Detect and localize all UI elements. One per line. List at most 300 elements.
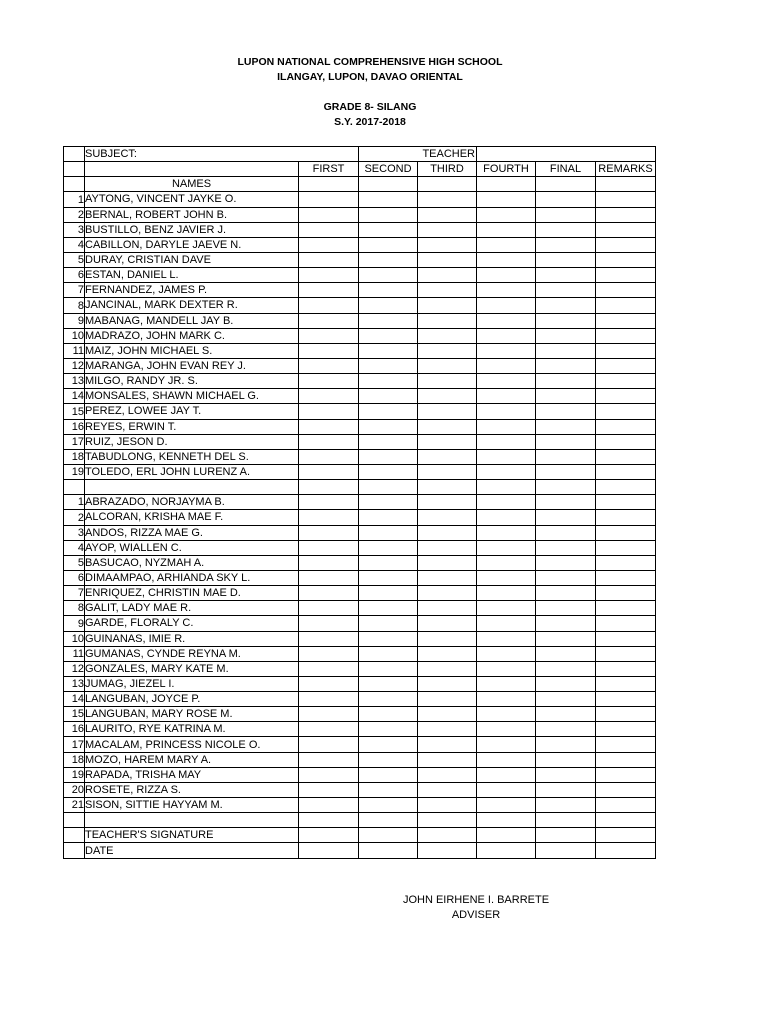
grade-cell-fourth[interactable] [477,480,536,495]
grade-cell-third[interactable] [418,737,477,752]
grade-cell-remarks[interactable] [596,555,656,570]
grade-cell-third[interactable] [418,692,477,707]
grade-cell-first[interactable] [299,222,359,237]
grade-cell-first[interactable] [299,586,359,601]
school-name: LUPON NATIONAL COMPREHENSIVE HIGH SCHOOL [237,56,503,68]
grade-cell-third[interactable] [418,570,477,585]
grade-cell-third[interactable] [418,449,477,464]
grade-cell-third[interactable] [418,404,477,419]
grade-cell-fourth[interactable] [477,570,536,585]
grade-cell-third[interactable] [418,646,477,661]
grade-cell-second[interactable] [359,631,418,646]
student-number: 17 [64,434,85,449]
grade-cell-remarks[interactable] [596,570,656,585]
grade-cell-second[interactable] [359,586,418,601]
grade-cell-second[interactable] [359,404,418,419]
grade-cell-first[interactable] [299,722,359,737]
grade-cell-third[interactable] [418,252,477,267]
grade-cell-fourth[interactable] [477,661,536,676]
student-row [64,495,656,510]
grade-cell-final[interactable] [536,586,596,601]
grade-cell-first[interactable] [299,676,359,691]
grade-cell-third[interactable] [418,767,477,782]
grade-cell-third[interactable] [418,661,477,676]
grade-cell-final[interactable] [536,464,596,479]
grade-cell-fourth[interactable] [477,237,536,252]
grade-cell-fourth[interactable] [477,601,536,616]
grade-cell-first[interactable] [299,464,359,479]
grade-cell-fourth[interactable] [477,449,536,464]
grade-cell-remarks[interactable] [596,813,656,828]
student-row [64,616,656,631]
grade-cell-remarks[interactable] [596,707,656,722]
grade-cell-first[interactable] [299,495,359,510]
grade-cell-third[interactable] [418,222,477,237]
grade-cell-third[interactable] [418,480,477,495]
grade-cell-third[interactable] [418,782,477,797]
grade-cell-final[interactable] [536,480,596,495]
grade-cell-first[interactable] [299,828,359,843]
grade-cell-final[interactable] [536,676,596,691]
grade-cell-first[interactable] [299,616,359,631]
grade-cell-first[interactable] [299,601,359,616]
grade-cell-remarks[interactable] [596,495,656,510]
col-first: FIRST [299,162,359,177]
grade-cell-final[interactable] [536,661,596,676]
grade-cell-fourth[interactable] [477,464,536,479]
grade-cell-fourth[interactable] [477,374,536,389]
grade-cell-first[interactable] [299,570,359,585]
student-name: JUMAG, JIEZEL I. [85,676,299,691]
grade-cell-first[interactable] [299,268,359,283]
grade-cell-fourth[interactable] [477,510,536,525]
grade-cell-first[interactable] [299,631,359,646]
student-number: 18 [64,449,85,464]
grade-cell-second[interactable] [359,252,418,267]
grade-cell-first[interactable] [299,298,359,313]
grade-cell-remarks[interactable] [596,510,656,525]
grade-cell-final[interactable] [536,268,596,283]
grade-cell-second[interactable] [359,828,418,843]
grade-cell-final[interactable] [536,252,596,267]
student-number: 5 [64,252,85,267]
grade-cell-fourth[interactable] [477,192,536,207]
grade-cell-remarks[interactable] [596,661,656,676]
grade-cell-first[interactable] [299,328,359,343]
grade-cell-first[interactable] [299,767,359,782]
grade-cell-first[interactable] [299,419,359,434]
grade-cell-final[interactable] [536,813,596,828]
grade-cell-fourth[interactable] [477,737,536,752]
grade-cell-third[interactable] [418,298,477,313]
grade-cell-second[interactable] [359,343,418,358]
grade-cell-fourth[interactable] [477,646,536,661]
grade-cell-second[interactable] [359,298,418,313]
grade-cell-final[interactable] [536,570,596,585]
grade-cell-remarks[interactable] [596,404,656,419]
names-label: NAMES [85,177,299,192]
grade-cell-second[interactable] [359,510,418,525]
grade-cell-remarks[interactable] [596,540,656,555]
grade-cell-fourth[interactable] [477,586,536,601]
grade-cell-remarks[interactable] [596,464,656,479]
grade-cell-remarks[interactable] [596,737,656,752]
grade-cell-second[interactable] [359,525,418,540]
grade-cell-remarks[interactable] [596,268,656,283]
grade-cell-first[interactable] [299,374,359,389]
student-row [64,540,656,555]
student-row [64,510,656,525]
grade-cell-final[interactable] [536,692,596,707]
grade-cell-remarks[interactable] [596,525,656,540]
grade-cell-fourth[interactable] [477,798,536,813]
student-row [64,404,656,419]
grade-cell-first[interactable] [299,192,359,207]
grade-cell-remarks[interactable] [596,843,656,858]
grade-cell-remarks[interactable] [596,343,656,358]
grade-cell-fourth[interactable] [477,676,536,691]
grade-cell-final[interactable] [536,510,596,525]
grade-cell-second[interactable] [359,389,418,404]
grade-cell-second[interactable] [359,798,418,813]
grade-cell-remarks[interactable] [596,222,656,237]
grade-cell-final[interactable] [536,616,596,631]
grade-cell-second[interactable] [359,676,418,691]
grade-cell-second[interactable] [359,646,418,661]
grade-cell-first[interactable] [299,646,359,661]
grade-cell-remarks[interactable] [596,434,656,449]
student-number: 6 [64,268,85,283]
grade-cell-remarks[interactable] [596,646,656,661]
grade-cell-first[interactable] [299,707,359,722]
grade-cell-fourth[interactable] [477,434,536,449]
column-header-row [64,162,656,177]
grade-cell-fourth[interactable] [477,631,536,646]
grade-cell-final[interactable] [536,358,596,373]
grade-cell-second[interactable] [359,555,418,570]
grade-cell-final[interactable] [536,555,596,570]
grade-cell-remarks[interactable] [596,237,656,252]
grade-cell-fourth[interactable] [477,268,536,283]
grade-cell-third[interactable] [418,676,477,691]
grade-cell-fourth[interactable] [477,207,536,222]
student-number: 13 [64,676,85,691]
grade-cell-final[interactable] [536,192,596,207]
grade-cell-third[interactable] [418,540,477,555]
grade-cell-third[interactable] [418,495,477,510]
grade-cell-third[interactable] [418,631,477,646]
grade-cell-final[interactable] [536,237,596,252]
student-number: 7 [64,586,85,601]
grade-cell-third[interactable] [418,237,477,252]
grade-cell-final[interactable] [536,495,596,510]
grade-cell-final[interactable] [536,707,596,722]
grade-cell-second[interactable] [359,782,418,797]
grade-cell-first[interactable] [299,525,359,540]
grade-cell-second[interactable] [359,767,418,782]
grade-cell-third[interactable] [418,328,477,343]
grade-cell-second[interactable] [359,707,418,722]
grade-cell-first[interactable] [299,843,359,858]
grade-cell-final[interactable] [536,222,596,237]
student-row [64,207,656,222]
grade-cell-first[interactable] [299,313,359,328]
grade-cell-remarks[interactable] [596,358,656,373]
student-name: GARDE, FLORALY C. [85,616,299,631]
grade-cell-fourth[interactable] [477,843,536,858]
grade-cell-remarks[interactable] [596,782,656,797]
grade-cell-remarks[interactable] [596,252,656,267]
grade-cell-second[interactable] [359,192,418,207]
grade-cell-first[interactable] [299,480,359,495]
grade-cell-remarks[interactable] [596,631,656,646]
grade-cell-first[interactable] [299,358,359,373]
grade-cell-second[interactable] [359,540,418,555]
grade-cell-third[interactable] [418,207,477,222]
grade-cell-fourth[interactable] [477,404,536,419]
grade-cell-fourth[interactable] [477,828,536,843]
grade-cell-fourth[interactable] [477,692,536,707]
grade-cell-fourth[interactable] [477,313,536,328]
teacher-signature-label: TEACHER'S SIGNATURE [85,828,299,843]
grade-cell-first[interactable] [299,782,359,797]
grade-cell-fourth[interactable] [477,358,536,373]
grade-cell-first[interactable] [299,555,359,570]
grade-cell-second[interactable] [359,722,418,737]
grade-cell-fourth[interactable] [477,555,536,570]
grade-cell-fourth[interactable] [477,343,536,358]
grade-cell-first[interactable] [299,798,359,813]
grade-cell-third[interactable] [418,434,477,449]
grade-cell-final[interactable] [536,449,596,464]
grade-cell-remarks[interactable] [596,313,656,328]
grade-cell-second[interactable] [359,464,418,479]
grade-cell-third[interactable] [418,752,477,767]
grade-cell-third[interactable] [418,283,477,298]
grade-cell-remarks[interactable] [596,767,656,782]
subject-row [64,147,656,162]
grade-cell-second[interactable] [359,843,418,858]
grade-cell-final[interactable] [536,283,596,298]
grade-cell-second[interactable] [359,616,418,631]
grade-cell-final[interactable] [536,374,596,389]
grade-cell-final[interactable] [536,767,596,782]
grade-cell-third[interactable] [418,707,477,722]
grade-cell-second[interactable] [359,601,418,616]
student-row [64,601,656,616]
grade-cell-fourth[interactable] [477,525,536,540]
grade-cell-third[interactable] [418,358,477,373]
student-number: 15 [64,404,85,419]
grade-cell-final[interactable] [536,298,596,313]
grade-cell-first[interactable] [299,752,359,767]
grade-cell-first[interactable] [299,449,359,464]
grade-cell-final[interactable] [536,646,596,661]
grade-cell-remarks[interactable] [596,752,656,767]
grade-cell-remarks[interactable] [596,616,656,631]
grade-cell-remarks[interactable] [596,828,656,843]
grade-cell-first[interactable] [299,540,359,555]
grade-cell-fourth[interactable] [477,616,536,631]
grade-cell-remarks[interactable] [596,207,656,222]
grade-cell-third[interactable] [418,313,477,328]
grade-cell-third[interactable] [418,843,477,858]
grade-cell-first[interactable] [299,404,359,419]
grade-cell-first[interactable] [299,813,359,828]
grade-cell-remarks[interactable] [596,283,656,298]
grade-cell-remarks[interactable] [596,389,656,404]
grade-cell-remarks[interactable] [596,722,656,737]
grade-cell-second[interactable] [359,737,418,752]
grade-cell-fourth[interactable] [477,298,536,313]
grade-cell-remarks[interactable] [596,676,656,691]
grade-cell-fourth[interactable] [477,419,536,434]
grade-cell-second[interactable] [359,328,418,343]
student-number: 16 [64,722,85,737]
grade-cell-third[interactable] [418,419,477,434]
grade-cell-final[interactable] [536,737,596,752]
grade-cell-remarks[interactable] [596,601,656,616]
grade-cell-third[interactable] [418,192,477,207]
grade-cell-remarks[interactable] [596,419,656,434]
grade-cell-first[interactable] [299,283,359,298]
grade-cell-fourth[interactable] [477,752,536,767]
grade-cell-fourth[interactable] [477,707,536,722]
grade-cell-second[interactable] [359,237,418,252]
grade-cell-fourth[interactable] [477,283,536,298]
grade-cell-second[interactable] [359,313,418,328]
student-name: MARANGA, JOHN EVAN REY J. [85,358,299,373]
grade-cell-first[interactable] [299,252,359,267]
date-row [64,843,656,858]
grade-cell-first[interactable] [299,343,359,358]
grade-cell-second[interactable] [359,283,418,298]
grade-cell-third[interactable] [418,722,477,737]
grade-cell-second[interactable] [359,449,418,464]
grade-cell-final[interactable] [536,722,596,737]
grade-cell-third[interactable] [418,525,477,540]
grade-cell-remarks[interactable] [596,798,656,813]
grade-cell-remarks[interactable] [596,374,656,389]
grade-cell-second[interactable] [359,374,418,389]
grade-cell-remarks[interactable] [596,449,656,464]
grade-cell-second[interactable] [359,207,418,222]
col-third: THIRD [418,162,477,177]
grade-cell-final[interactable] [536,798,596,813]
grade-cell-second[interactable] [359,813,418,828]
grade-cell-second[interactable] [359,495,418,510]
grade-cell-fourth[interactable] [477,767,536,782]
grade-cell-first[interactable] [299,510,359,525]
grade-cell-third[interactable] [418,464,477,479]
grade-cell-remarks[interactable] [596,692,656,707]
grade-cell-fourth[interactable] [477,540,536,555]
grade-cell-first[interactable] [299,237,359,252]
student-row [64,752,656,767]
grade-cell-third[interactable] [418,828,477,843]
grade-cell-first[interactable] [299,692,359,707]
grade-cell-remarks[interactable] [596,298,656,313]
grade-cell-second[interactable] [359,752,418,767]
grade-cell-second[interactable] [359,222,418,237]
grade-cell-third[interactable] [418,586,477,601]
grade-cell-third[interactable] [418,798,477,813]
grade-cell-remarks[interactable] [596,192,656,207]
grade-cell-remarks[interactable] [596,586,656,601]
grade-cell-second[interactable] [359,358,418,373]
grade-cell-final[interactable] [536,601,596,616]
grade-cell-first[interactable] [299,737,359,752]
grade-cell-final[interactable] [536,328,596,343]
grade-cell-final[interactable] [536,525,596,540]
grade-cell-final[interactable] [536,389,596,404]
grade-cell-final[interactable] [536,752,596,767]
student-number: 15 [64,707,85,722]
grade-cell-first[interactable] [299,389,359,404]
grade-cell-final[interactable] [536,419,596,434]
student-name: TABUDLONG, KENNETH DEL S. [85,449,299,464]
grade-cell-second[interactable] [359,419,418,434]
grade-cell-second[interactable] [359,268,418,283]
grade-cell-second[interactable] [359,692,418,707]
grade-cell-third[interactable] [418,555,477,570]
student-row [64,707,656,722]
signature-row [64,828,656,843]
grade-cell-second[interactable] [359,434,418,449]
teacher-value-cell[interactable] [477,147,656,162]
grade-cell-final[interactable] [536,782,596,797]
grade-cell-second[interactable] [359,480,418,495]
grade-cell-fourth[interactable] [477,389,536,404]
grade-cell-second[interactable] [359,570,418,585]
grade-cell-fourth[interactable] [477,252,536,267]
grade-cell-fourth[interactable] [477,782,536,797]
grade-cell-remarks[interactable] [596,328,656,343]
grade-cell-third[interactable] [418,268,477,283]
student-number: 3 [64,525,85,540]
grade-cell-final[interactable] [536,343,596,358]
grade-cell-fourth[interactable] [477,328,536,343]
grade-cell-final[interactable] [536,207,596,222]
grade-cell-final[interactable] [536,631,596,646]
grade-cell-fourth[interactable] [477,722,536,737]
grade-cell-final[interactable] [536,828,596,843]
grade-cell-third[interactable] [418,601,477,616]
grade-cell-first[interactable] [299,207,359,222]
student-row [64,692,656,707]
grade-cell-final[interactable] [536,404,596,419]
grade-cell-third[interactable] [418,616,477,631]
grade-cell-fourth[interactable] [477,813,536,828]
grade-cell-final[interactable] [536,434,596,449]
grade-cell-third[interactable] [418,343,477,358]
grade-cell-final[interactable] [536,540,596,555]
grade-cell-third[interactable] [418,374,477,389]
student-name: TOLEDO, ERL JOHN LURENZ A. [85,464,299,479]
grade-cell-fourth[interactable] [477,495,536,510]
grade-cell-third[interactable] [418,813,477,828]
grade-cell-remarks[interactable] [596,480,656,495]
grade-cell-second[interactable] [359,661,418,676]
grade-cell-third[interactable] [418,510,477,525]
grade-cell-final[interactable] [536,843,596,858]
grade-cell-fourth[interactable] [477,222,536,237]
grade-cell-third[interactable] [418,389,477,404]
student-name: LANGUBAN, JOYCE P. [85,692,299,707]
grade-cell-final[interactable] [536,313,596,328]
grade-cell-first[interactable] [299,434,359,449]
grade-cell-first[interactable] [299,661,359,676]
